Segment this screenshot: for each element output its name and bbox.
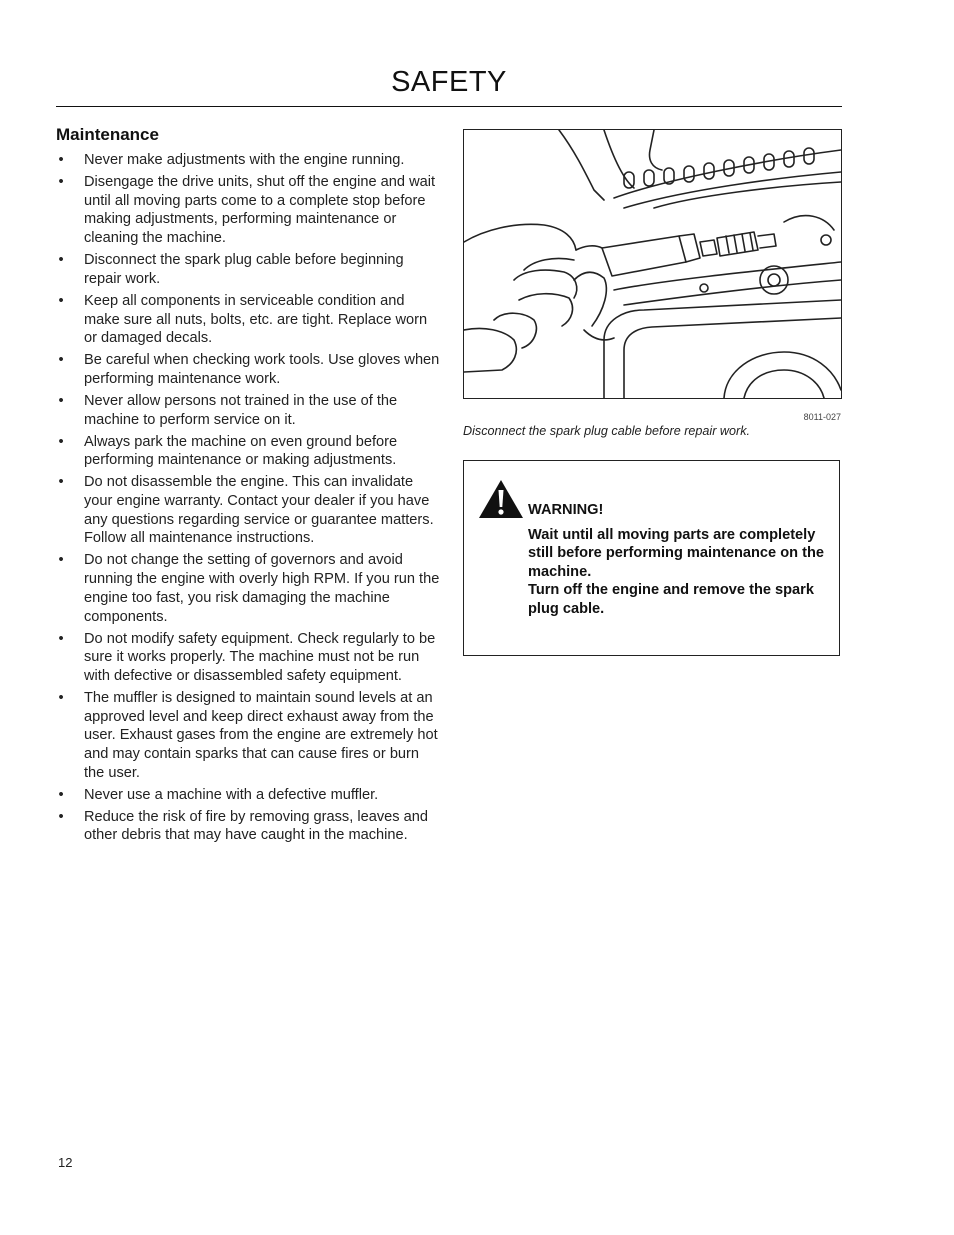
list-item <box>56 173 441 248</box>
list-item <box>56 351 441 388</box>
list-item-text: Reduce the risk of fire by removing grass, leaves and other debris that may have caught in the machine. <box>84 808 428 844</box>
bullet-icon: • <box>58 352 64 369</box>
page-number: 12 <box>58 1155 73 1170</box>
list-item <box>56 292 441 348</box>
bullet-icon: • <box>58 630 64 647</box>
bullet-icon: • <box>58 174 64 190</box>
list-item-text: Keep all components in serviceable condition and make sure all nuts, bolts, etc. are tight. Replace worn or damaged decals. <box>84 292 428 347</box>
maintenance-list <box>56 151 441 845</box>
list-item <box>56 551 441 626</box>
bullet-icon: • <box>58 292 64 309</box>
bullet-icon: • <box>58 474 64 491</box>
warning-line: Turn off the engine and remove the spark plug cable. <box>528 582 814 617</box>
bullet-icon: • <box>58 252 64 269</box>
list-item <box>56 151 441 170</box>
bullet-icon: • <box>58 552 64 569</box>
list-item-text: Disengage the drive units, shut off the engine and wait until all moving parts come to a complete stop before making adjustments, performing maintenance or cleaning the machine. <box>84 174 436 247</box>
warning-label: WARNING! <box>528 502 604 518</box>
bullet-icon: • <box>58 152 64 168</box>
maintenance-section <box>56 125 441 848</box>
list-item-text: Never make adjustments with the engine running. <box>84 152 405 168</box>
figure-caption: Disconnect the spark plug cable before repair work. <box>463 424 751 438</box>
list-item <box>56 630 441 686</box>
list-item <box>56 808 441 845</box>
list-item <box>56 392 441 429</box>
figure-code: 8011-027 <box>803 412 841 422</box>
bullet-icon: • <box>58 808 64 825</box>
warning-triangle-icon <box>477 478 525 520</box>
list-item <box>56 689 441 783</box>
bullet-icon: • <box>58 689 64 706</box>
bullet-icon: • <box>58 392 64 409</box>
page-title: SAFETY <box>391 66 507 98</box>
list-item-text: The muffler is designed to maintain sound levels at an approved level and keep direct exhaust away from the user. Exhaust gases from the engine are extremely hot and may contain sparks that can cause fires or burn the user. <box>84 689 438 781</box>
list-item-text: Always park the machine on even ground before performing maintenance or making adjustments. <box>84 433 398 469</box>
bullet-icon: • <box>58 786 64 803</box>
list-item-text: Never allow persons not trained in the use of the machine to perform service on it. <box>84 392 398 428</box>
title-divider <box>56 106 842 107</box>
warning-line: Wait until all moving parts are completely still before performing maintenance on the machine. <box>528 526 824 580</box>
list-item-text: Do not disassemble the engine. This can invalidate your engine warranty. Contact your dealer if you have any questions regarding service or guarantee matters. Follow all maintenance instructions. <box>84 474 434 547</box>
warning-box <box>463 460 840 656</box>
list-item-text: Do not modify safety equipment. Check regularly to be sure it works properly. The machine must not be run with defective or disassembled safety equipment. <box>84 630 436 684</box>
list-item-text: Never use a machine with a defective muffler. <box>84 786 379 803</box>
list-item <box>56 251 441 288</box>
list-item <box>56 473 441 548</box>
list-item <box>56 433 441 470</box>
spark-plug-illustration <box>463 129 842 399</box>
bullet-icon: • <box>58 433 64 450</box>
warning-text <box>528 501 828 619</box>
list-item-text: Do not change the setting of governors and avoid running the engine with overly high RPM. If you run the engine too fast, you risk damaging the machine components. <box>84 552 440 625</box>
list-item-text: Disconnect the spark plug cable before beginning repair work. <box>84 252 404 287</box>
list-item <box>56 786 441 805</box>
section-heading: Maintenance <box>56 125 159 144</box>
list-item-text: Be careful when checking work tools. Use gloves when performing maintenance work. <box>84 352 440 387</box>
